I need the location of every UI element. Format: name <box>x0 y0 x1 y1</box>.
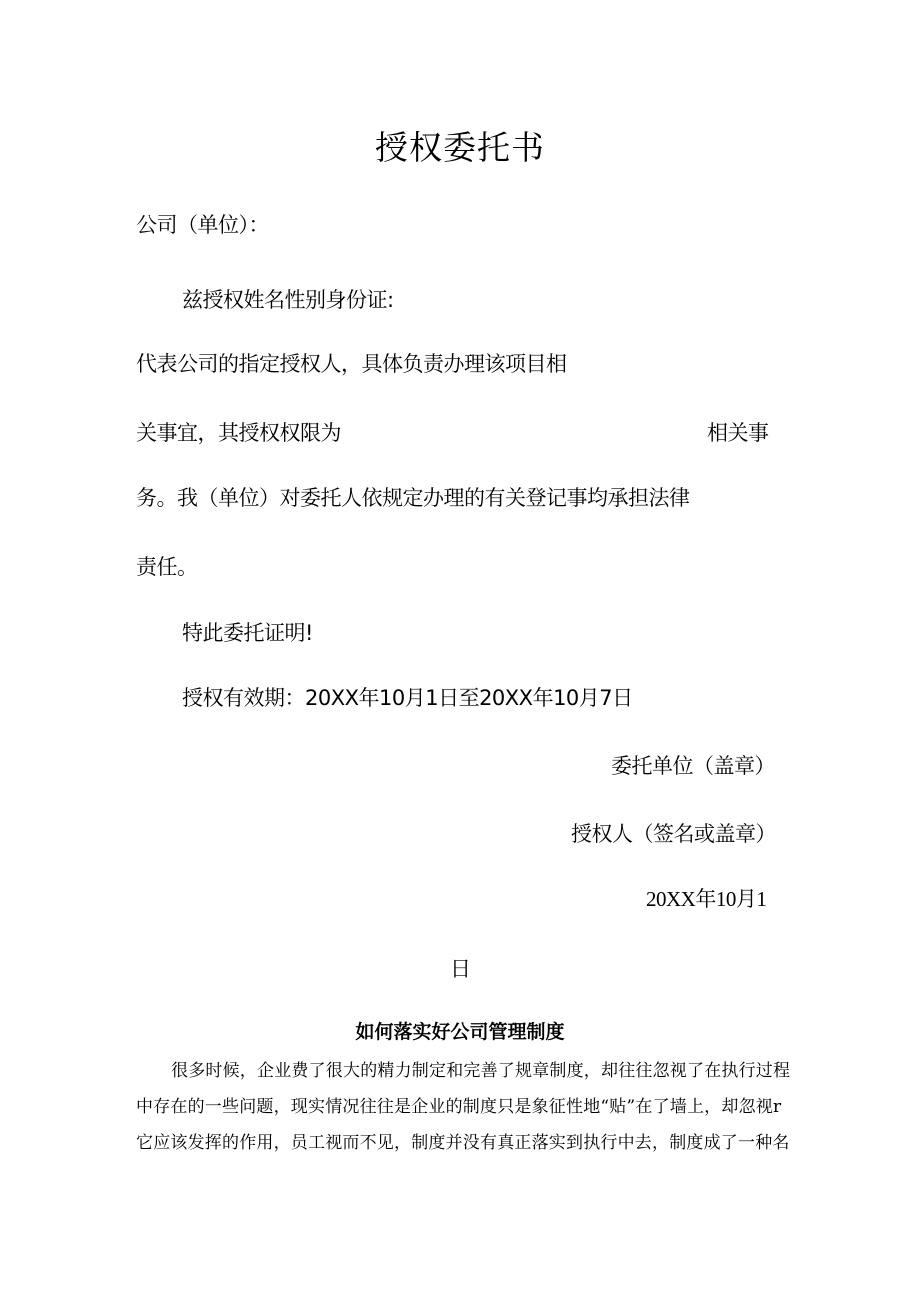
document-title: 授权委托书 <box>375 128 545 167</box>
authorization-line-2: 代表公司的指定授权人，具体负责办理该项目相 <box>136 352 567 376</box>
authorization-line-4: 务。我（单位）对委托人依规定办理的有关登记事均承担法律 <box>136 486 690 510</box>
date-line-2: 日 <box>450 957 471 981</box>
validity-period: 授权有效期：20XX年10月1日至20XX年10月7日 <box>182 686 633 710</box>
authorization-line-5: 责任。 <box>136 555 198 579</box>
authorization-line-3-left: 关事宜，其授权权限为 <box>136 421 341 445</box>
article-line-3: 它应该发挥的作用，员工视而不见，制度并没有真正落实到执行中去，制度成了一种名 <box>136 1133 790 1153</box>
authorized-person-signature: 授权人（签名或盖章） <box>571 822 776 846</box>
entrusting-unit-seal: 委托单位（盖章） <box>611 754 775 778</box>
certify-line: 特此委托证明! <box>182 621 313 645</box>
authorization-line-3-right: 相关事 <box>707 421 769 445</box>
article-title: 如何落实好公司管理制度 <box>355 1021 565 1043</box>
salutation: 公司（单位）： <box>136 213 269 237</box>
article-line-1: 很多时候，企业费了很大的精力制定和完善了规章制度，却往往忽视了在执行过程 <box>171 1061 791 1081</box>
date-line-1: 20XX年10月1 <box>646 887 767 911</box>
authorization-line-1: 兹授权姓名性别身份证: <box>182 288 394 312</box>
article-line-2: 中存在的一些问题，现实情况往往是企业的制度只是象征性地“贴”在了墙上，却忽视r <box>136 1097 782 1117</box>
